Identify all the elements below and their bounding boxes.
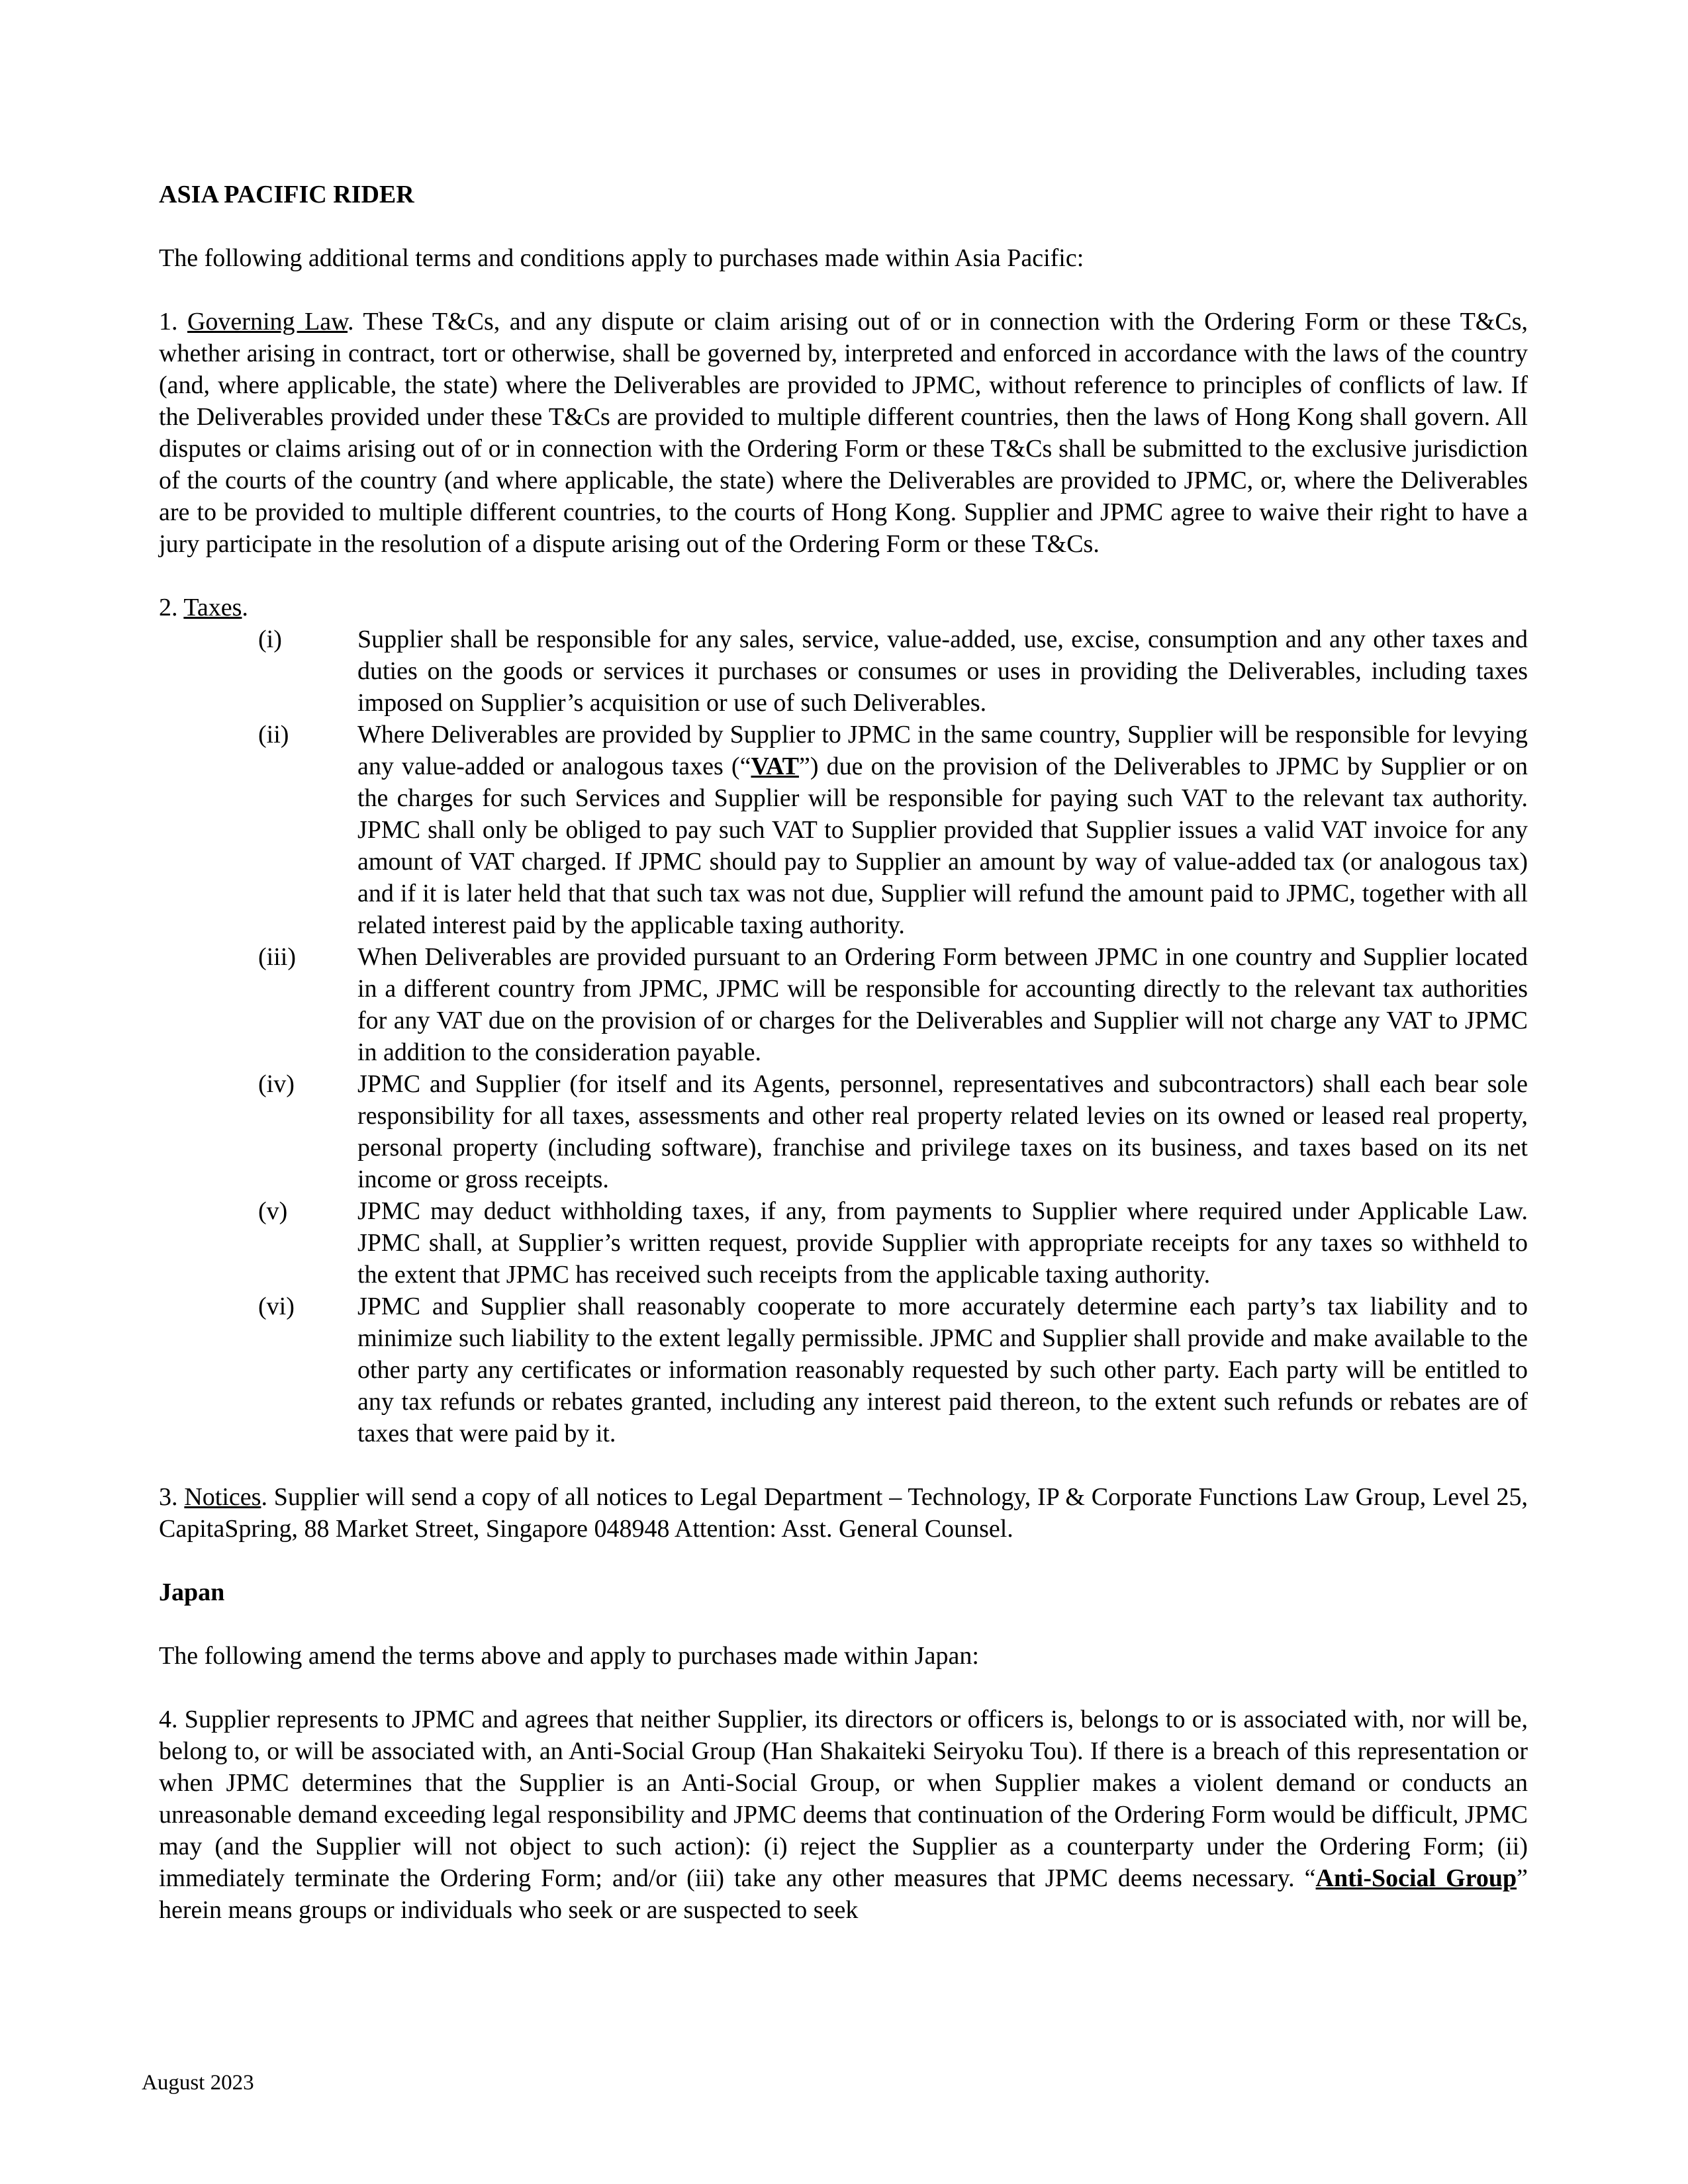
section-number: 3.: [159, 1483, 185, 1511]
list-item: [159, 1291, 1528, 1449]
item-text: JPMC and Supplier (for itself and its Agents, personnel, representatives and subcontractors) shall each bear sole responsibility for all taxes, assessments and other real property related levies on its owned or leased real property, personal property (including software), franchise and privilege taxes on its business, and taxes based on its net income or gross receipts.: [357, 1070, 1528, 1193]
list-item: (ii) Where Deliverables are provided by Supplier to JPMC in the same country, Supplier will be responsible for levying any value-added or analogous taxes (“VAT”) due on the provision of the Deliverables to JPMC by Supplier or on the charges for such Services and Supplier will be responsible for paying such VAT to the relevant tax authority. JPMC shall only be obliged to pay such VAT to Supplier provided that Supplier issues a valid VAT invoice for any amount of VAT charged. If JPMC should pay to Supplier an amount by way of value-added tax (or analogous tax) and if it is later held that that such tax was not due, Supplier will refund the amount paid to JPMC, together with all related interest paid by the applicable taxing authority.: [159, 719, 1528, 941]
section-number: 1.: [159, 308, 187, 336]
japan-intro: The following amend the terms above and apply to purchases made within Japan:: [159, 1642, 979, 1670]
section-heading: Notices: [184, 1483, 261, 1511]
intro-paragraph: The following additional terms and conditions apply to purchases made within Asia Pacific:: [159, 244, 1084, 272]
footer-date: August 2023: [142, 2071, 254, 2095]
list-item: [159, 623, 1528, 719]
section-anti-social: 4. Supplier represents to JPMC and agrees that neither Supplier, its directors or officers is, belongs to or is associated with, nor will be, belong to, or will be associated with, an Anti-Social Group (Han Shakaiteki Seiryoku Tou). If there is a breach of this representation or when JPMC determines that the Supplier is an Anti-Social Group, or when Supplier makes a violent demand or conducts an unreasonable demand exceeding legal responsibility and JPMC deems that continuation of the Ordering Form would be difficult, JPMC may (and the Supplier will not object to such action): (i) reject the Supplier as a counterparty under the Ordering Form; (ii) immediately terminate the Ordering Form; and/or (iii) take any other measures that JPMC deems necessary. “Anti-Social Group” herein means groups or individuals who seek or are suspected to seek: [159, 1706, 1528, 1924]
item-text: Supplier shall be responsible for any sales, service, value-added, use, excise, consumption and any other taxes and duties on the goods or services it purchases or consumes or uses in providing the Deliverables, including taxes imposed on Supplier’s acquisition or use of such Deliverables.: [357, 625, 1528, 717]
item-number: (vi): [258, 1293, 295, 1320]
defined-term-vat: VAT: [751, 752, 799, 780]
section-governing-law: 1. Governing Law. These T&Cs, and any dispute or claim arising out of or in connection with the Ordering Form or these T&Cs, whether arising in contract, tort or otherwise, shall be governed by, interpreted and enforced in accordance with the laws of the country (and, where applicable, the state) where the Deliverables are provided to JPMC, without reference to principles of conflicts of law. If the Deliverables provided under these T&Cs are provided to multiple different countries, then the laws of Hong Kong shall govern. All disputes or claims arising out of or in connection with the Ordering Form or these T&Cs shall be submitted to the exclusive jurisdiction of the courts of the country (and where applicable, the state) where the Deliverables are provided to JPMC, or, where the Deliverables are to be provided to multiple different countries, to the courts of Hong Kong. Supplier and JPMC agree to waive their right to have a jury participate in the resolution of a dispute arising out of the Ordering Form or these T&Cs.: [159, 308, 1528, 558]
list-item: [159, 941, 1528, 1068]
item-text: JPMC and Supplier shall reasonably cooperate to more accurately determine each party’s tax liability and to minimize such liability to the extent legally permissible. JPMC and Supplier shall provide and make available to the other party any certificates or information reasonably requested by such other party. Each party will be entitled to any tax refunds or rebates granted, including any interest paid thereon, to the extent such refunds or rebates are of taxes that were paid by it.: [357, 1293, 1528, 1447]
section-text: These T&Cs, and any dispute or claim arising out of or in connection with the Ordering Form or these T&Cs, whether arising in contract, tort or otherwise, shall be governed by, interpreted and enforced in accordance with the laws of the country (and, where applicable, the state) where the Deliverables are provided to JPMC, without reference to principles of conflicts of law. If the Deliverables provided under these T&Cs are provided to multiple different countries, then the laws of Hong Kong shall govern. All disputes or claims arising out of or in connection with the Ordering Form or these T&Cs shall be submitted to the exclusive jurisdiction of the courts of the country (and where applicable, the state) where the Deliverables are provided to JPMC, or, where the Deliverables are to be provided to multiple different countries, to the courts of Hong Kong. Supplier and JPMC agree to waive their right to have a jury participate in the resolution of a dispute arising out of the Ordering Form or these T&Cs.: [159, 308, 1528, 558]
section-taxes-heading: 2. Taxes.: [159, 594, 248, 621]
section-heading: Taxes: [183, 594, 242, 621]
section-heading: Governing Law: [187, 308, 348, 336]
japan-heading: Japan: [159, 1578, 225, 1606]
item-number: (iv): [258, 1070, 295, 1098]
section-notices: 3. Notices. Supplier will send a copy of all notices to Legal Department – Technology, IP & Corporate Functions Law Group, Level 25, CapitaSpring, 88 Market Street, Singapore 048948 Attention: Asst. General Counsel.: [159, 1483, 1528, 1543]
section-number: 2.: [159, 594, 184, 621]
list-item: [159, 1195, 1528, 1291]
defined-term-anti-social-group: Anti-Social Group: [1315, 1864, 1517, 1892]
document-body: [159, 179, 1528, 1926]
item-number: (i): [258, 625, 282, 653]
item-text: JPMC may deduct withholding taxes, if any, from payments to Supplier where required under Applicable Law. JPMC shall, at Supplier’s written request, provide Supplier with appropriate receipts for any taxes so withheld to the extent that JPMC has received such receipts from the applicable taxing authority.: [357, 1197, 1528, 1289]
item-number: (iii): [258, 943, 296, 971]
section-text: Supplier will send a copy of all notices to Legal Department – Technology, IP & Corporate Functions Law Group, Level 25, CapitaSpring, 88 Market Street, Singapore 048948 Attention: Asst. General Counsel.: [159, 1483, 1528, 1543]
item-number: (ii): [258, 721, 289, 749]
list-item: [159, 1068, 1528, 1195]
document-title: ASIA PACIFIC RIDER: [159, 181, 414, 208]
item-text: When Deliverables are provided pursuant to an Ordering Form between JPMC in one country and Supplier located in a different country from JPMC, JPMC will be responsible for accounting directly to the relevant tax authorities for any VAT due on the provision of or charges for the Deliverables and Supplier will not charge any VAT to JPMC in addition to the consideration payable.: [357, 943, 1528, 1066]
tax-list: [159, 623, 1528, 1449]
item-number: (v): [258, 1197, 288, 1225]
